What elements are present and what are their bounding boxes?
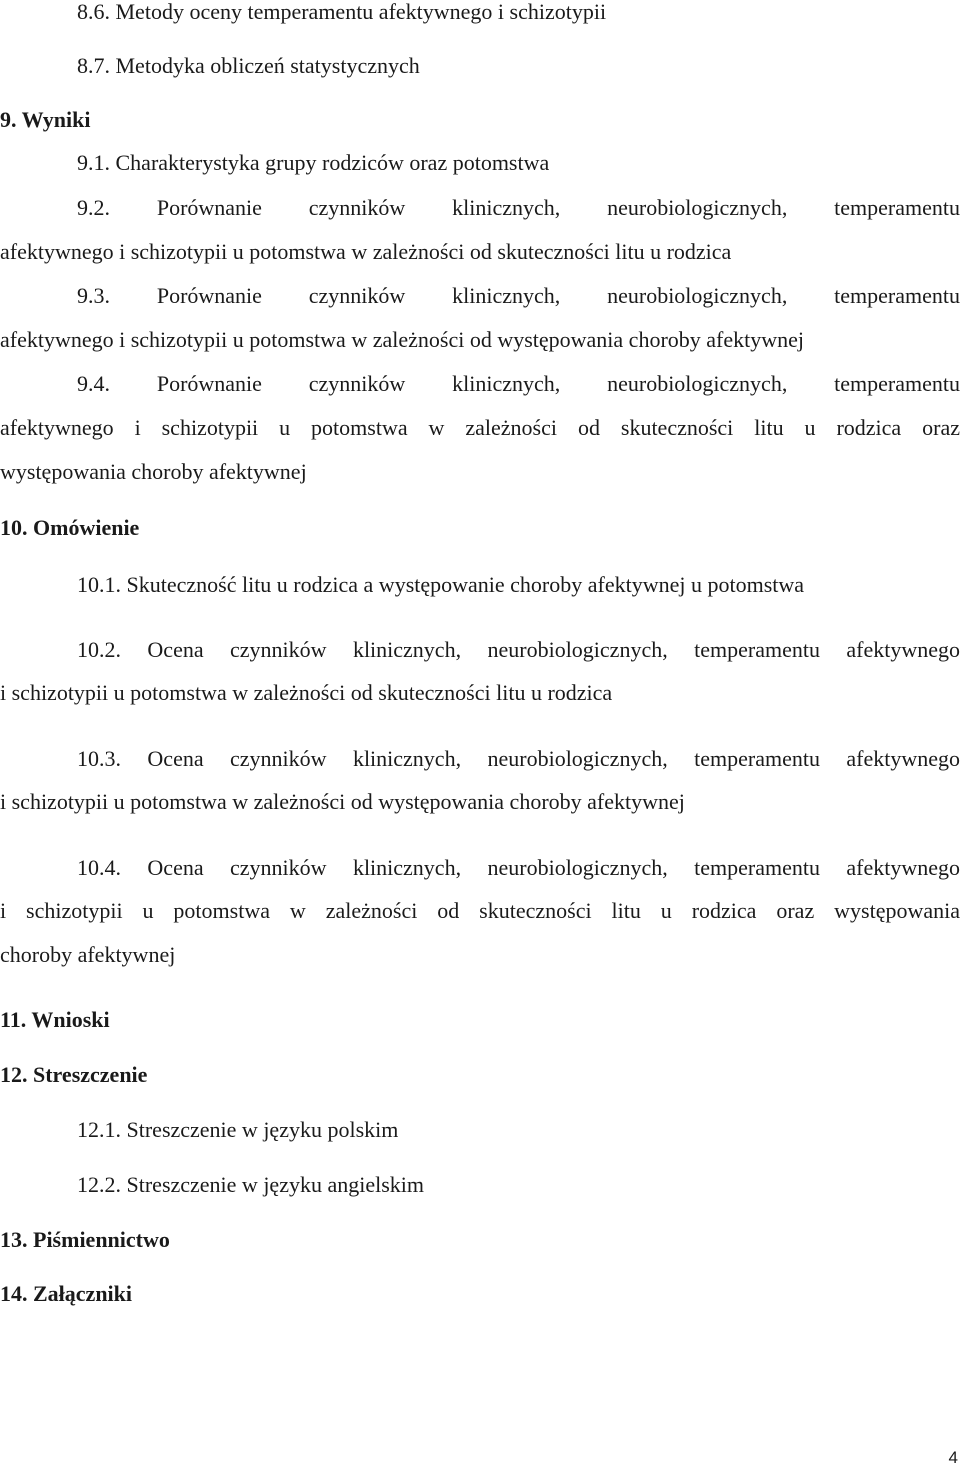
toc-entry-10-3-line-2: i schizotypii u potomstwa w zależności od występowania choroby afektywnej bbox=[0, 789, 685, 814]
toc-entry-9-2-line-2: afektywnego i schizotypii u potomstwa w zależności od skuteczności litu u rodzica bbox=[0, 239, 732, 264]
toc-entry-9-1: 9.1. Charakterystyka grupy rodziców oraz potomstwa bbox=[77, 150, 550, 175]
toc-entry-9-3-line-2: afektywnego i schizotypii u potomstwa w zależności od występowania choroby afektywnej bbox=[0, 327, 804, 352]
toc-entry-12-1: 12.1. Streszczenie w języku polskim bbox=[77, 1117, 399, 1142]
toc-entry-10-2-line-1: 10.2. Ocena czynników klinicznych, neurobiologicznych, temperamentu afektywnego bbox=[77, 637, 960, 662]
toc-heading-14: 14. Załączniki bbox=[0, 1281, 133, 1306]
toc-entry-10-4-line-3: choroby afektywnej bbox=[0, 942, 176, 967]
toc-entry-9-4-line-2: afektywnego i schizotypii u potomstwa w zależności od skuteczności litu u rodzica oraz bbox=[0, 415, 960, 440]
toc-entry-9-4-line-3: występowania choroby afektywnej bbox=[0, 459, 307, 484]
toc-entry-9-3-line-1: 9.3. Porównanie czynników klinicznych, neurobiologicznych, temperamentu bbox=[77, 283, 960, 308]
toc-entry-9-2-line-1: 9.2. Porównanie czynników klinicznych, neurobiologicznych, temperamentu bbox=[77, 195, 960, 220]
toc-entry-8-6: 8.6. Metody oceny temperamentu afektywnego i schizotypii bbox=[77, 0, 607, 24]
toc-entry-10-2-line-2: i schizotypii u potomstwa w zależności od skuteczności litu u rodzica bbox=[0, 680, 613, 705]
page-number: 4 bbox=[948, 1448, 958, 1467]
toc-heading-13: 13. Piśmiennictwo bbox=[0, 1227, 170, 1252]
toc-entry-12-2: 12.2. Streszczenie w języku angielskim bbox=[77, 1172, 425, 1197]
toc-entry-10-3-line-1: 10.3. Ocena czynników klinicznych, neurobiologicznych, temperamentu afektywnego bbox=[77, 746, 960, 771]
toc-heading-12: 12. Streszczenie bbox=[0, 1062, 148, 1087]
toc-entry-10-4-line-2: i schizotypii u potomstwa w zależności od skuteczności litu u rodzica oraz występowania bbox=[0, 898, 960, 923]
toc-heading-9: 9. Wyniki bbox=[0, 107, 91, 132]
toc-heading-10: 10. Omówienie bbox=[0, 515, 140, 540]
toc-entry-9-4-line-1: 9.4. Porównanie czynników klinicznych, neurobiologicznych, temperamentu bbox=[77, 371, 960, 396]
toc-entry-10-1: 10.1. Skuteczność litu u rodzica a występowanie choroby afektywnej u potomstwa bbox=[77, 572, 805, 597]
toc-entry-10-4-line-1: 10.4. Ocena czynników klinicznych, neurobiologicznych, temperamentu afektywnego bbox=[77, 855, 960, 880]
toc-entry-8-7: 8.7. Metodyka obliczeń statystycznych bbox=[77, 53, 420, 78]
toc-heading-11: 11. Wnioski bbox=[0, 1007, 110, 1032]
